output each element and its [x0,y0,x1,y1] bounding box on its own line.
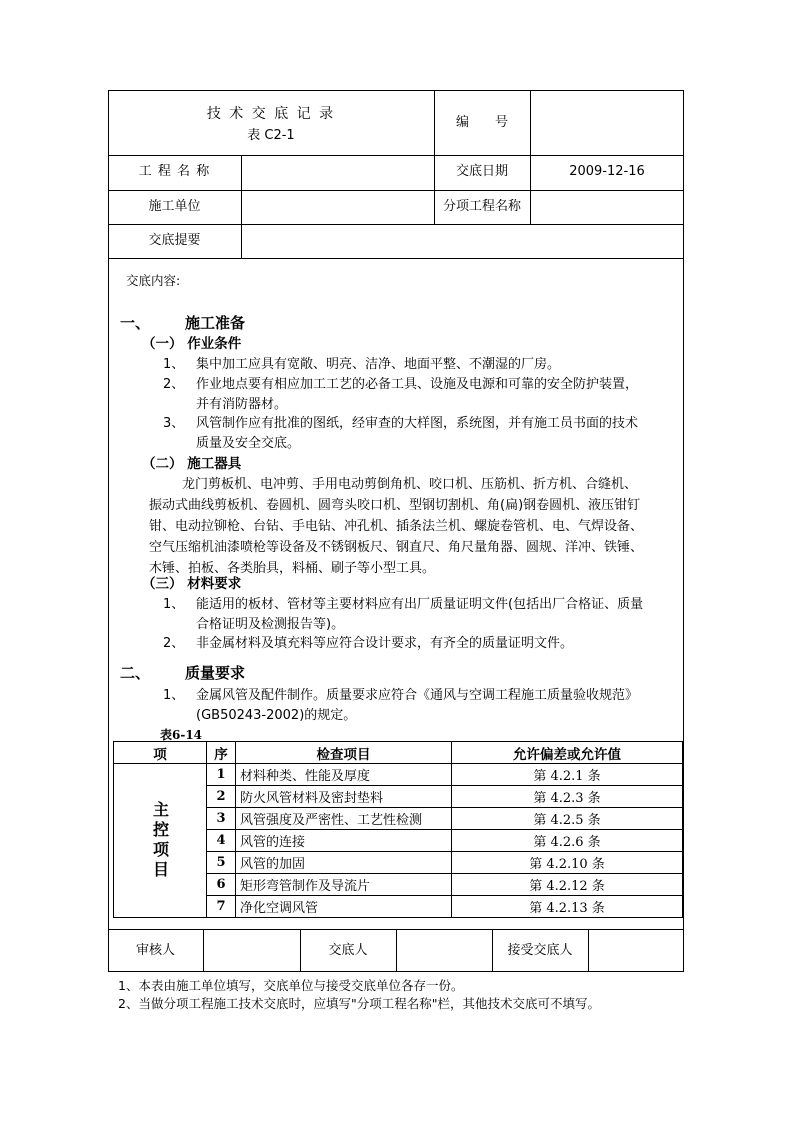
section1-num: 一、 [120,314,151,332]
sub3-item2-num: 2、 [163,636,185,651]
sub2-line1: 龙门剪板机、电冲剪、手用电动剪倒角机、咬口机、压筋机、折方机、合缝机、 [182,477,638,492]
header-group: 项 [114,742,207,764]
row-item: 风管的连接 [236,830,452,852]
header-seq: 序 [207,742,236,764]
project-name-label: 工 程 名 称 [138,164,211,179]
quality-item-text: 金属风管及配件制作。质量要求应符合《通风与空调工程施工质量验收规范》 [196,688,639,703]
form-title: 技 术 交 底 记 录 [206,106,336,122]
sub1-item2-cont: 并有消防器材。 [196,397,288,412]
rule-v-sig-3 [396,929,397,972]
row-value: 第 4.2.1 条 [452,764,683,786]
sub3-item1-cont: 合格证明及检测报告等)。 [196,617,345,632]
row-item: 矩形弯管制作及导流片 [236,874,452,896]
row-item: 风管的加固 [236,852,452,874]
row-item: 防火风管材料及密封垫料 [236,786,452,808]
row-seq: 1 [207,764,236,786]
row-value: 第 4.2.10 条 [452,852,683,874]
date-value[interactable]: 2009-12-16 [569,164,645,179]
row-value: 第 4.2.13 条 [452,896,683,918]
sub3-item1-text: 能适用的板材、管材等主要材料应有出厂质量证明文件(包括出厂合格证、质量 [196,597,644,612]
sub1-item3-cont: 质量及安全交底。 [196,436,301,451]
header-value: 允许偏差或允许值 [452,742,683,764]
row-value: 第 4.2.12 条 [452,874,683,896]
unit-label: 施工单位 [148,199,201,214]
rule-row2-bottom [108,224,684,225]
content-intro: 交底内容: [126,273,181,288]
row-value: 第 4.2.6 条 [452,830,683,852]
row-item: 净化空调风管 [236,896,452,918]
row-seq: 5 [207,852,236,874]
rule-row3-bottom [108,258,684,259]
rule-v-sig-5 [588,929,589,972]
row-value: 第 4.2.5 条 [452,808,683,830]
table-caption: 表6-14 [160,728,203,742]
note-1: 1、本表由施工单位填写，交底单位与接受交底单位各存一份。 [118,978,464,993]
sub1-item3-num: 3、 [163,416,185,431]
sub2-line3: 钳、电动拉铆枪、台钻、手电钻、冲孔机、插条法兰机、螺旋卷管机、电、气焊设备、 [149,519,644,534]
row-seq: 2 [207,786,236,808]
sub1-title: （一） 作业条件 [142,336,242,352]
rule-v-label-col [241,155,242,258]
form-code: 表 C2-1 [247,128,295,143]
sub2-line4: 空气压缩机油漆喷枪等设备及不锈钢板尺、钢直尺、角尺量角器、圆规、洋冲、铁锤、 [149,540,644,555]
date-label: 交底日期 [455,164,508,179]
sub1-item1-num: 1、 [163,357,185,372]
row-seq: 6 [207,874,236,896]
sub2-title: （二） 施工器具 [142,456,242,472]
section1-title: 施工准备 [185,314,246,332]
group-label: 主控项目 [114,764,207,918]
summary-label: 交底提要 [148,233,201,248]
quality-item-num: 1、 [163,688,185,703]
note-2: 2、当做分项工程施工技术交底时，应填写"分项工程名称"栏，其他技术交底可不填写。 [118,996,600,1011]
sub-project-label: 分项工程名称 [442,199,521,214]
row-item: 材料种类、性能及厚度 [236,764,452,786]
reviewer-label: 审核人 [135,943,175,958]
row-value: 第 4.2.3 条 [452,786,683,808]
section2-num: 二、 [120,664,151,682]
rule-v-sig-1 [203,929,204,972]
table-header-row [114,742,683,764]
rule-row1-bottom [108,190,684,191]
row-seq: 4 [207,830,236,852]
discloser-label: 交底人 [328,943,368,958]
row-seq: 3 [207,808,236,830]
sub2-line5: 木锤、拍板、各类胎具，料桶、刷子等小型工具。 [149,561,436,576]
sub3-title: （三） 材料要求 [142,576,242,592]
section2-title: 质量要求 [185,664,246,682]
number-label: 编 号 [455,115,508,130]
header-item: 检查项目 [236,742,452,764]
row-seq: 7 [207,896,236,918]
quality-item-cont: (GB50243-2002)的规定。 [196,708,357,723]
sub1-item3-text: 风管制作应有批准的图纸，经审查的大样图，系统图，并有施工员书面的技术 [196,416,639,431]
sub3-item1-num: 1、 [163,597,185,612]
sub3-item2-text: 非金属材料及填充料等应符合设计要求，有齐全的质量证明文件。 [196,636,574,651]
quality-table [113,741,683,918]
sub1-item2-num: 2、 [163,377,185,392]
sub1-item2-text: 作业地点要有相应加工工艺的必备工具、设施及电源和可靠的安全防护装置， [196,377,639,392]
rule-v-row2-right [530,190,531,224]
receiver-label: 接受交底人 [507,943,573,958]
sub2-line2: 振动式曲线剪板机、卷圆机、圆弯头咬口机、型钢切割机、角(扁)钢卷圆机、液压钳钉 [149,498,641,513]
rule-header-bottom [108,155,684,156]
sub1-item1-text: 集中加工应具有宽敞、明亮、洁净、地面平整、不潮湿的厂房。 [196,357,561,372]
table-row [114,764,683,786]
row-item: 风管强度及严密性、工艺性检测 [236,808,452,830]
